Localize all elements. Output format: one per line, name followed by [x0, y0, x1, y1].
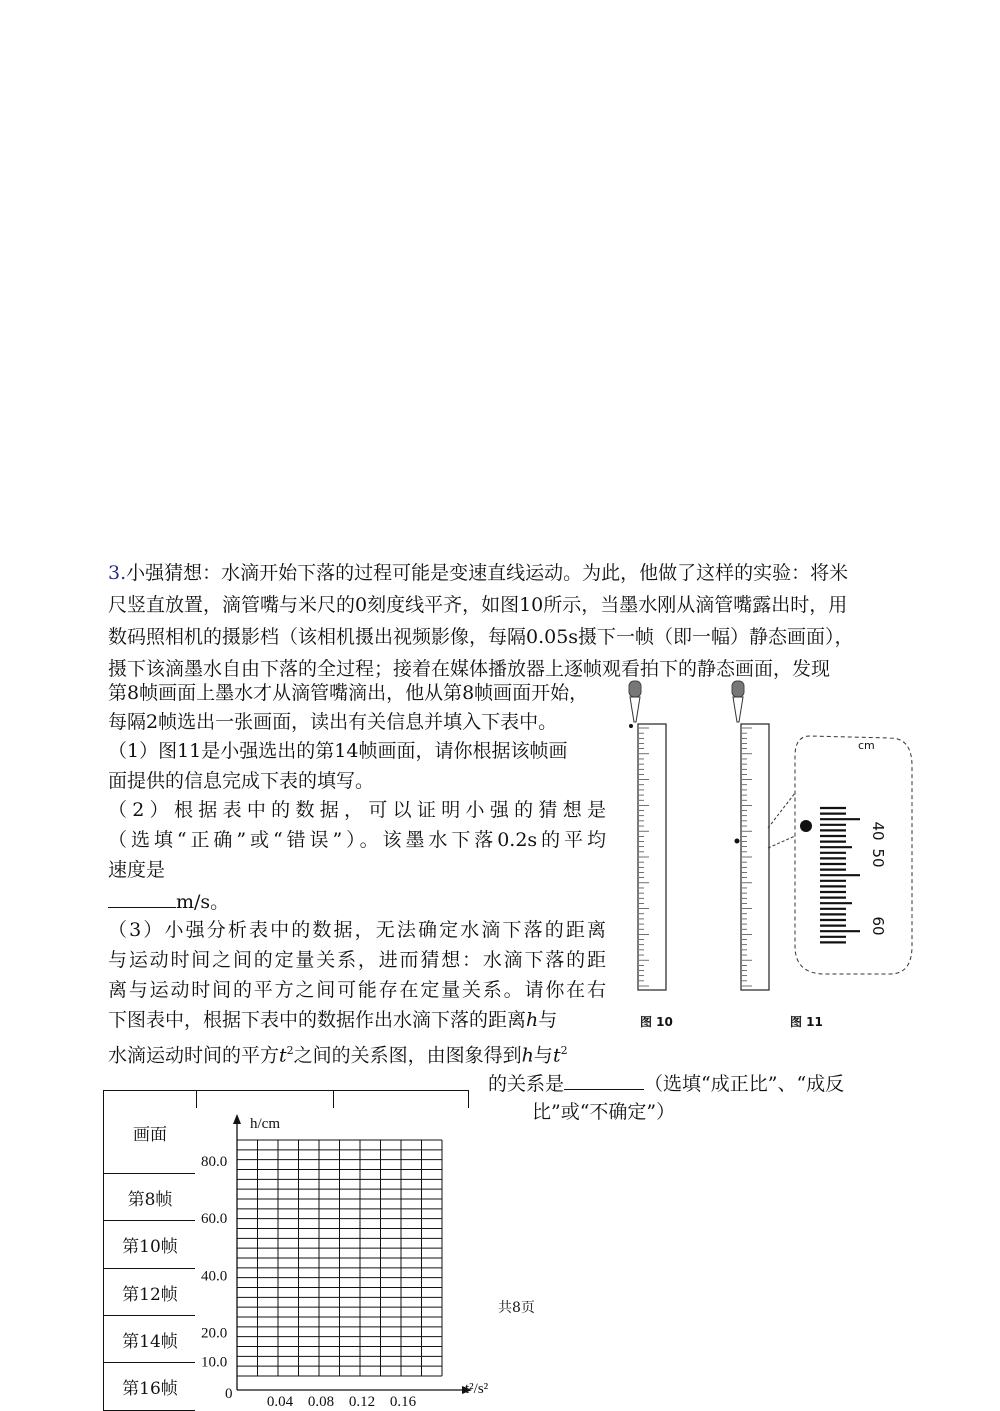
ruler-fig10 [638, 724, 666, 990]
part1-line-2: 面提供的信息完成下表的填写。 [108, 770, 375, 792]
question-line-3: 数码照相机的摄影档（该相机摄出视频影像，每隔0.05s摄下一帧（即一幅）静态画面）， [108, 626, 854, 648]
part3-line-5: 水滴运动时间的平方$t^2$之间的关系图，由图象得到h与$t^2$ [108, 1044, 568, 1067]
part3-line-6: 的关系是 （选填“成正比”、“成反 [488, 1073, 845, 1095]
y-tick-label: 0 [225, 1386, 233, 1402]
question-number: 3. [108, 562, 127, 584]
table-col-divider [333, 1090, 334, 1108]
ruler-figures [620, 676, 920, 1006]
fig10-label: 图 10 [640, 1015, 673, 1029]
x-tick-label: 0.04 [266, 1394, 294, 1410]
table-row: 第12帧 [103, 1268, 197, 1316]
y-axis-label: h/cm [250, 1116, 280, 1132]
x-axis-label: t²/s² [465, 1381, 489, 1397]
y-tick-label: 60.0 [201, 1211, 228, 1228]
question-stem [108, 562, 854, 681]
part3-line-1: （3）小强分析表中的数据，无法确定水滴下落的距离 [108, 919, 606, 941]
table-col-divider-right [468, 1090, 469, 1108]
y-tick-label: 20.0 [201, 1325, 228, 1342]
part3-line-4: 下图表中，根据下表中的数据作出水滴下落的距离h与 [108, 1009, 558, 1031]
fig11-label: 图 11 [790, 1015, 823, 1029]
dropper-fig10 [629, 681, 641, 728]
part2-line-1: （2）根据表中的数据，可以证明小强的猜想是 [108, 799, 606, 821]
table-row: 第16帧 [103, 1362, 197, 1411]
zoom-label-40: 40 [869, 821, 887, 841]
table-row: 第10帧 [103, 1220, 197, 1269]
x-tick-label: 0.08 [307, 1394, 335, 1410]
table-row: 第8帧 [103, 1173, 197, 1221]
y-tick-label: 10.0 [201, 1354, 228, 1371]
part2-line-3: 速度是 [108, 859, 166, 881]
question-line-4: 摄下该滴墨水自由下落的全过程；接着在媒体播放器上逐帧观看拍下的静态画面，发现 [108, 658, 831, 680]
relation-blank[interactable] [564, 1071, 644, 1090]
y-tick-label: 40.0 [201, 1268, 228, 1285]
x-tick-label: 0.16 [389, 1394, 417, 1410]
part3-line-3: 离与运动时间的平方之间可能存在定量关系。请你在右 [108, 979, 606, 1001]
zoom-drop [800, 820, 812, 832]
zoom-label-60: 60 [869, 916, 887, 936]
question-line-5: 第8帧画面上墨水才从滴管嘴滴出，他从第8帧画面开始， [108, 682, 589, 704]
question-line-2: 尺竖直放置，滴管嘴与米尺的0刻度线平齐，如图10所示，当墨水刚从滴管嘴露出时，用 [108, 594, 848, 616]
page-footer: 共8页 [498, 1300, 535, 1316]
velocity-blank[interactable] [108, 889, 176, 908]
part2-line-2: （选填“正确”或“错误”）。该墨水下落0.2s的平均 [108, 829, 606, 851]
zoom-unit: cm [858, 739, 875, 752]
part2-answer-line: m/s。 [108, 889, 229, 914]
part3-line-7: 比”或“不确定”） [532, 1101, 676, 1123]
h-t2-graph [195, 1108, 505, 1411]
table-row: 第14帧 [103, 1315, 197, 1363]
y-tick-label: 80.0 [201, 1153, 228, 1170]
part3-line-2: 与运动时间之间的定量关系，进而猜想：水滴下落的距 [108, 949, 606, 971]
zoom-connector-bottom [768, 836, 795, 848]
x-tick-label: 0.12 [348, 1394, 376, 1410]
table-header-cell: 画面 [103, 1090, 197, 1174]
question-line-6: 每隔2帧选出一张画面，读出有关信息并填入下表中。 [108, 711, 558, 733]
zoom-label-50: 50 [869, 848, 887, 868]
part1-line-1: （1）图11是小强选出的第14帧画面，请你根据该帧画 [108, 740, 568, 762]
ruler-fig11 [741, 724, 769, 990]
question-line-1: 3.小强猜想：水滴开始下落的过程可能是变速直线运动。为此，他做了这样的实验：将米 [108, 562, 849, 584]
zoom-bubble [795, 736, 912, 974]
